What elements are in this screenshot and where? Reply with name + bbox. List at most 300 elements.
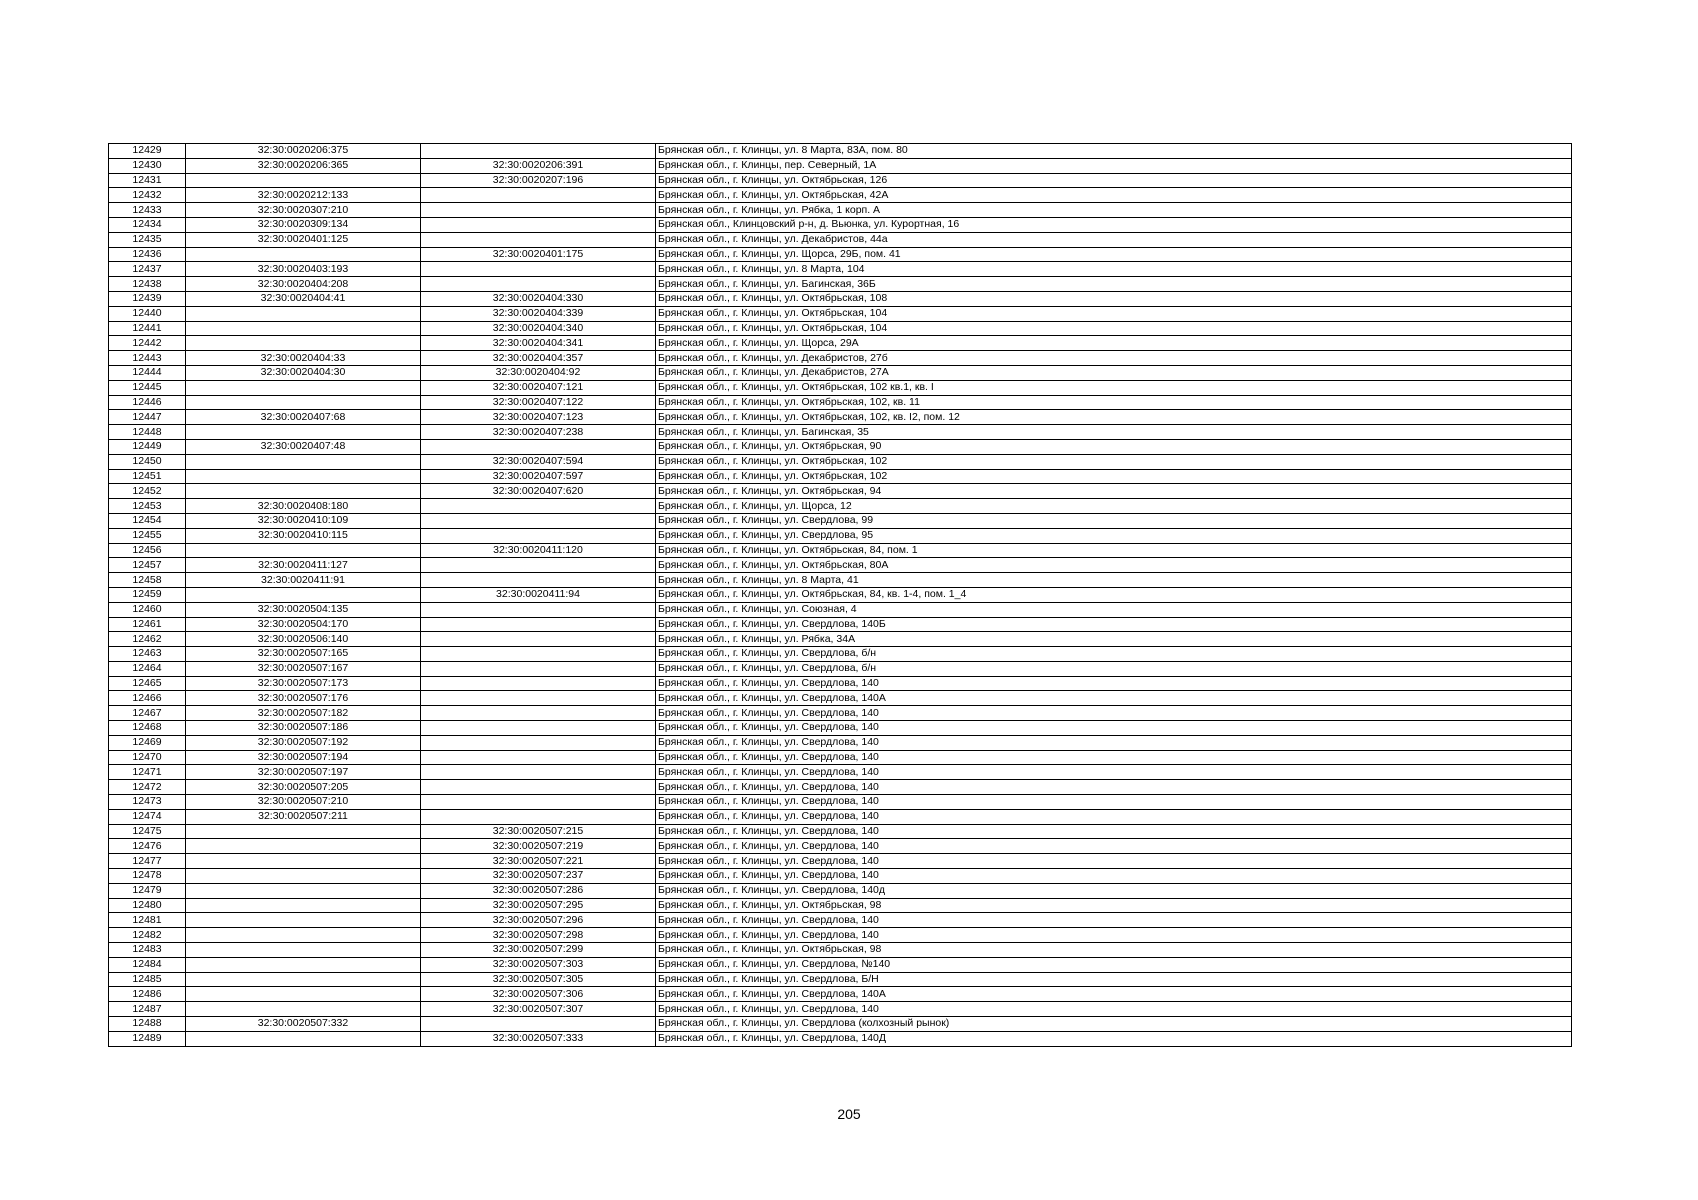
table-row bbox=[109, 987, 1572, 1002]
row-number-cell: 12484 bbox=[109, 957, 186, 972]
table-row bbox=[109, 469, 1572, 484]
address-cell: Брянская обл., г. Клинцы, ул. Рябка, 1 корп. А bbox=[656, 203, 1572, 218]
cadastral-number-cell bbox=[186, 380, 421, 395]
building-number-cell bbox=[421, 721, 656, 736]
table-row bbox=[109, 839, 1572, 854]
cadastral-number-cell: 32:30:0020507:205 bbox=[186, 780, 421, 795]
cadastral-number-cell: 32:30:0020407:48 bbox=[186, 439, 421, 454]
table-row bbox=[109, 883, 1572, 898]
building-number-cell: 32:30:0020507:295 bbox=[421, 898, 656, 913]
table-row bbox=[109, 365, 1572, 380]
building-number-cell bbox=[421, 528, 656, 543]
table-row bbox=[109, 277, 1572, 292]
cadastral-number-cell bbox=[186, 306, 421, 321]
table-body bbox=[109, 144, 1572, 1047]
address-cell: Брянская обл., г. Клинцы, ул. 8 Марта, 104 bbox=[656, 262, 1572, 277]
row-number-cell: 12471 bbox=[109, 765, 186, 780]
cadastral-number-cell bbox=[186, 321, 421, 336]
address-cell: Брянская обл., г. Клинцы, ул. Щорса, 29Б, пом. 41 bbox=[656, 247, 1572, 262]
address-cell: Брянская обл., г. Клинцы, ул. Багинская, 36Б bbox=[656, 277, 1572, 292]
row-number-cell: 12473 bbox=[109, 795, 186, 810]
table-row bbox=[109, 499, 1572, 514]
address-cell: Брянская обл., г. Клинцы, ул. Декабристов, 27А bbox=[656, 365, 1572, 380]
cadastral-number-cell: 32:30:0020404:208 bbox=[186, 277, 421, 292]
table-row bbox=[109, 543, 1572, 558]
building-number-cell: 32:30:0020507:296 bbox=[421, 913, 656, 928]
table-row bbox=[109, 217, 1572, 232]
cadastral-number-cell: 32:30:0020507:186 bbox=[186, 721, 421, 736]
address-cell: Брянская обл., г. Клинцы, ул. Свердлова (колхозный рынок) bbox=[656, 1017, 1572, 1032]
address-cell: Брянская обл., г. Клинцы, ул. Свердлова, №140 bbox=[656, 957, 1572, 972]
address-cell: Брянская обл., г. Клинцы, ул. Октябрьская, 84, кв. 1-4, пом. 1_4 bbox=[656, 587, 1572, 602]
address-cell: Брянская обл., г. Клинцы, ул. Свердлова, 140 bbox=[656, 824, 1572, 839]
table-row bbox=[109, 972, 1572, 987]
building-number-cell: 32:30:0020404:340 bbox=[421, 321, 656, 336]
table-row bbox=[109, 410, 1572, 425]
building-number-cell bbox=[421, 661, 656, 676]
cadastral-number-cell: 32:30:0020410:115 bbox=[186, 528, 421, 543]
table-row bbox=[109, 617, 1572, 632]
building-number-cell bbox=[421, 706, 656, 721]
cadastral-number-cell: 32:30:0020212:133 bbox=[186, 188, 421, 203]
row-number-cell: 12475 bbox=[109, 824, 186, 839]
address-cell: Брянская обл., г. Клинцы, ул. Октябрьская, 102 bbox=[656, 454, 1572, 469]
building-number-cell bbox=[421, 676, 656, 691]
building-number-cell: 32:30:0020407:238 bbox=[421, 425, 656, 440]
address-cell: Брянская обл., г. Клинцы, ул. Багинская, 35 bbox=[656, 425, 1572, 440]
address-cell: Брянская обл., г. Клинцы, ул. Свердлова, 99 bbox=[656, 513, 1572, 528]
cadastral-number-cell bbox=[186, 1031, 421, 1046]
building-number-cell bbox=[421, 277, 656, 292]
row-number-cell: 12464 bbox=[109, 661, 186, 676]
building-number-cell: 32:30:0020207:196 bbox=[421, 173, 656, 188]
building-number-cell: 32:30:0020411:94 bbox=[421, 587, 656, 602]
building-number-cell bbox=[421, 232, 656, 247]
table-row bbox=[109, 454, 1572, 469]
building-number-cell: 32:30:0020407:122 bbox=[421, 395, 656, 410]
cadastral-number-cell bbox=[186, 587, 421, 602]
table-row bbox=[109, 587, 1572, 602]
building-number-cell: 32:30:0020404:341 bbox=[421, 336, 656, 351]
address-cell: Брянская обл., г. Клинцы, ул. Декабристов, 27б bbox=[656, 351, 1572, 366]
building-number-cell: 32:30:0020507:306 bbox=[421, 987, 656, 1002]
cadastral-number-cell bbox=[186, 928, 421, 943]
row-number-cell: 12461 bbox=[109, 617, 186, 632]
building-number-cell bbox=[421, 499, 656, 514]
address-cell: Брянская обл., г. Клинцы, ул. Свердлова, б/н bbox=[656, 661, 1572, 676]
building-number-cell bbox=[421, 602, 656, 617]
table-row bbox=[109, 691, 1572, 706]
address-cell: Брянская обл., г. Клинцы, ул. Октябрьская, 102 кв.1, кв. I bbox=[656, 380, 1572, 395]
table-row bbox=[109, 647, 1572, 662]
cadastral-number-cell: 32:30:0020206:365 bbox=[186, 158, 421, 173]
cadastral-number-cell bbox=[186, 824, 421, 839]
table-row bbox=[109, 943, 1572, 958]
row-number-cell: 12480 bbox=[109, 898, 186, 913]
table-row bbox=[109, 1031, 1572, 1046]
address-cell: Брянская обл., г. Клинцы, ул. Свердлова, 140А bbox=[656, 987, 1572, 1002]
row-number-cell: 12486 bbox=[109, 987, 186, 1002]
building-number-cell bbox=[421, 513, 656, 528]
building-number-cell bbox=[421, 203, 656, 218]
cadastral-number-cell: 32:30:0020507:332 bbox=[186, 1017, 421, 1032]
cadastral-number-cell bbox=[186, 839, 421, 854]
building-number-cell: 32:30:0020407:620 bbox=[421, 484, 656, 499]
address-cell: Брянская обл., г. Клинцы, ул. Октябрьская, 102, кв. 11 bbox=[656, 395, 1572, 410]
cadastral-number-cell: 32:30:0020504:170 bbox=[186, 617, 421, 632]
address-cell: Брянская обл., г. Клинцы, ул. 8 Марта, 83А, пом. 80 bbox=[656, 144, 1572, 159]
building-number-cell bbox=[421, 632, 656, 647]
address-cell: Брянская обл., г. Клинцы, ул. Щорса, 12 bbox=[656, 499, 1572, 514]
address-cell: Брянская обл., г. Клинцы, ул. Октябрьская, 90 bbox=[656, 439, 1572, 454]
cadastral-number-cell bbox=[186, 1002, 421, 1017]
address-cell: Брянская обл., г. Клинцы, ул. Октябрьская, 84, пом. 1 bbox=[656, 543, 1572, 558]
cadastral-number-cell: 32:30:0020411:91 bbox=[186, 573, 421, 588]
address-cell: Брянская обл., г. Клинцы, ул. Октябрьская, 80А bbox=[656, 558, 1572, 573]
building-number-cell: 32:30:0020507:219 bbox=[421, 839, 656, 854]
row-number-cell: 12456 bbox=[109, 543, 186, 558]
table-row bbox=[109, 425, 1572, 440]
building-number-cell bbox=[421, 691, 656, 706]
address-cell: Брянская обл., г. Клинцы, ул. Свердлова, 140 bbox=[656, 735, 1572, 750]
table-row bbox=[109, 957, 1572, 972]
building-number-cell: 32:30:0020401:175 bbox=[421, 247, 656, 262]
cadastral-number-cell: 32:30:0020401:125 bbox=[186, 232, 421, 247]
row-number-cell: 12446 bbox=[109, 395, 186, 410]
cadastral-number-cell: 32:30:0020507:210 bbox=[186, 795, 421, 810]
building-number-cell bbox=[421, 617, 656, 632]
table-row bbox=[109, 203, 1572, 218]
building-number-cell bbox=[421, 780, 656, 795]
building-number-cell: 32:30:0020507:307 bbox=[421, 1002, 656, 1017]
address-cell: Брянская обл., г. Клинцы, ул. Свердлова, 140 bbox=[656, 1002, 1572, 1017]
building-number-cell: 32:30:0020507:305 bbox=[421, 972, 656, 987]
cadastral-number-cell: 32:30:0020411:127 bbox=[186, 558, 421, 573]
cadastral-number-cell: 32:30:0020507:167 bbox=[186, 661, 421, 676]
row-number-cell: 12457 bbox=[109, 558, 186, 573]
cadastral-number-cell: 32:30:0020403:193 bbox=[186, 262, 421, 277]
building-number-cell: 32:30:0020507:215 bbox=[421, 824, 656, 839]
building-number-cell bbox=[421, 765, 656, 780]
cadastral-number-cell: 32:30:0020507:173 bbox=[186, 676, 421, 691]
address-cell: Брянская обл., г. Клинцы, ул. Октябрьская, 102, кв. I2, пом. 12 bbox=[656, 410, 1572, 425]
row-number-cell: 12433 bbox=[109, 203, 186, 218]
row-number-cell: 12441 bbox=[109, 321, 186, 336]
cadastral-number-cell bbox=[186, 987, 421, 1002]
table-row bbox=[109, 262, 1572, 277]
address-cell: Брянская обл., г. Клинцы, ул. Октябрьская, 104 bbox=[656, 306, 1572, 321]
row-number-cell: 12440 bbox=[109, 306, 186, 321]
address-cell: Брянская обл., г. Клинцы, ул. Свердлова, б/н bbox=[656, 647, 1572, 662]
building-number-cell: 32:30:0020507:298 bbox=[421, 928, 656, 943]
building-number-cell: 32:30:0020404:339 bbox=[421, 306, 656, 321]
cadastral-number-cell bbox=[186, 469, 421, 484]
row-number-cell: 12482 bbox=[109, 928, 186, 943]
cadastral-number-cell: 32:30:0020408:180 bbox=[186, 499, 421, 514]
table-row bbox=[109, 661, 1572, 676]
building-number-cell bbox=[421, 558, 656, 573]
cadastral-number-cell: 32:30:0020507:165 bbox=[186, 647, 421, 662]
building-number-cell bbox=[421, 735, 656, 750]
address-cell: Брянская обл., г. Клинцы, ул. Свердлова, 140 bbox=[656, 854, 1572, 869]
address-cell: Брянская обл., г. Клинцы, ул. Союзная, 4 bbox=[656, 602, 1572, 617]
row-number-cell: 12488 bbox=[109, 1017, 186, 1032]
row-number-cell: 12485 bbox=[109, 972, 186, 987]
address-cell: Брянская обл., г. Клинцы, ул. Октябрьская, 42А bbox=[656, 188, 1572, 203]
building-number-cell bbox=[421, 795, 656, 810]
table-row bbox=[109, 780, 1572, 795]
row-number-cell: 12483 bbox=[109, 943, 186, 958]
table-row bbox=[109, 706, 1572, 721]
row-number-cell: 12451 bbox=[109, 469, 186, 484]
row-number-cell: 12469 bbox=[109, 735, 186, 750]
building-number-cell: 32:30:0020404:330 bbox=[421, 291, 656, 306]
table-row bbox=[109, 306, 1572, 321]
cadastral-number-cell bbox=[186, 395, 421, 410]
row-number-cell: 12438 bbox=[109, 277, 186, 292]
row-number-cell: 12463 bbox=[109, 647, 186, 662]
row-number-cell: 12481 bbox=[109, 913, 186, 928]
row-number-cell: 12462 bbox=[109, 632, 186, 647]
address-cell: Брянская обл., г. Клинцы, ул. Свердлова, 140 bbox=[656, 869, 1572, 884]
cadastral-number-cell bbox=[186, 913, 421, 928]
cadastral-number-cell bbox=[186, 484, 421, 499]
address-cell: Брянская обл., г. Клинцы, ул. Свердлова, 140 bbox=[656, 750, 1572, 765]
building-number-cell bbox=[421, 217, 656, 232]
row-number-cell: 12470 bbox=[109, 750, 186, 765]
row-number-cell: 12466 bbox=[109, 691, 186, 706]
cadastral-number-cell bbox=[186, 869, 421, 884]
cadastral-number-cell: 32:30:0020507:176 bbox=[186, 691, 421, 706]
row-number-cell: 12472 bbox=[109, 780, 186, 795]
building-number-cell: 32:30:0020507:237 bbox=[421, 869, 656, 884]
row-number-cell: 12465 bbox=[109, 676, 186, 691]
cadastral-number-cell bbox=[186, 543, 421, 558]
row-number-cell: 12430 bbox=[109, 158, 186, 173]
row-number-cell: 12460 bbox=[109, 602, 186, 617]
row-number-cell: 12458 bbox=[109, 573, 186, 588]
row-number-cell: 12436 bbox=[109, 247, 186, 262]
address-cell: Брянская обл., г. Клинцы, ул. Октябрьская, 98 bbox=[656, 898, 1572, 913]
row-number-cell: 12455 bbox=[109, 528, 186, 543]
address-cell: Брянская обл., Клинцовский р-н, д. Вьюнка, ул. Курортная, 16 bbox=[656, 217, 1572, 232]
building-number-cell: 32:30:0020507:303 bbox=[421, 957, 656, 972]
cadastral-number-cell: 32:30:0020309:134 bbox=[186, 217, 421, 232]
building-number-cell: 32:30:0020206:391 bbox=[421, 158, 656, 173]
table-row bbox=[109, 898, 1572, 913]
row-number-cell: 12487 bbox=[109, 1002, 186, 1017]
address-cell: Брянская обл., г. Клинцы, ул. Октябрьская, 102 bbox=[656, 469, 1572, 484]
cadastral-number-cell bbox=[186, 454, 421, 469]
row-number-cell: 12474 bbox=[109, 809, 186, 824]
table-row bbox=[109, 1002, 1572, 1017]
row-number-cell: 12453 bbox=[109, 499, 186, 514]
table-row bbox=[109, 247, 1572, 262]
cadastral-number-cell bbox=[186, 883, 421, 898]
cadastral-table bbox=[108, 143, 1572, 1047]
table-row bbox=[109, 173, 1572, 188]
building-number-cell: 32:30:0020407:123 bbox=[421, 410, 656, 425]
table-row bbox=[109, 928, 1572, 943]
cadastral-number-cell bbox=[186, 425, 421, 440]
row-number-cell: 12468 bbox=[109, 721, 186, 736]
row-number-cell: 12429 bbox=[109, 144, 186, 159]
building-number-cell: 32:30:0020507:333 bbox=[421, 1031, 656, 1046]
table-row bbox=[109, 765, 1572, 780]
table-row bbox=[109, 291, 1572, 306]
cadastral-number-cell bbox=[186, 854, 421, 869]
building-number-cell bbox=[421, 647, 656, 662]
building-number-cell: 32:30:0020411:120 bbox=[421, 543, 656, 558]
row-number-cell: 12437 bbox=[109, 262, 186, 277]
cadastral-number-cell: 32:30:0020404:30 bbox=[186, 365, 421, 380]
address-cell: Брянская обл., г. Клинцы, ул. Свердлова, 140 bbox=[656, 809, 1572, 824]
row-number-cell: 12454 bbox=[109, 513, 186, 528]
address-cell: Брянская обл., г. Клинцы, ул. Свердлова, 140д bbox=[656, 883, 1572, 898]
table-row bbox=[109, 380, 1572, 395]
address-cell: Брянская обл., г. Клинцы, ул. Свердлова, 95 bbox=[656, 528, 1572, 543]
building-number-cell bbox=[421, 262, 656, 277]
row-number-cell: 12448 bbox=[109, 425, 186, 440]
cadastral-number-cell: 32:30:0020507:182 bbox=[186, 706, 421, 721]
address-cell: Брянская обл., г. Клинцы, ул. 8 Марта, 41 bbox=[656, 573, 1572, 588]
address-cell: Брянская обл., г. Клинцы, ул. Свердлова, 140 bbox=[656, 721, 1572, 736]
address-cell: Брянская обл., г. Клинцы, ул. Свердлова, 140 bbox=[656, 706, 1572, 721]
building-number-cell: 32:30:0020407:594 bbox=[421, 454, 656, 469]
address-cell: Брянская обл., г. Клинцы, ул. Свердлова, 140 bbox=[656, 676, 1572, 691]
building-number-cell bbox=[421, 1017, 656, 1032]
table-row bbox=[109, 232, 1572, 247]
table-row bbox=[109, 602, 1572, 617]
address-cell: Брянская обл., г. Клинцы, ул. Свердлова, 140 bbox=[656, 913, 1572, 928]
table-row bbox=[109, 869, 1572, 884]
row-number-cell: 12478 bbox=[109, 869, 186, 884]
table-row bbox=[109, 558, 1572, 573]
row-number-cell: 12443 bbox=[109, 351, 186, 366]
table-row bbox=[109, 395, 1572, 410]
row-number-cell: 12467 bbox=[109, 706, 186, 721]
table-row bbox=[109, 824, 1572, 839]
row-number-cell: 12476 bbox=[109, 839, 186, 854]
row-number-cell: 12442 bbox=[109, 336, 186, 351]
row-number-cell: 12449 bbox=[109, 439, 186, 454]
row-number-cell: 12477 bbox=[109, 854, 186, 869]
row-number-cell: 12431 bbox=[109, 173, 186, 188]
cadastral-number-cell: 32:30:0020507:194 bbox=[186, 750, 421, 765]
cadastral-number-cell bbox=[186, 943, 421, 958]
building-number-cell bbox=[421, 750, 656, 765]
cadastral-number-cell bbox=[186, 336, 421, 351]
address-cell: Брянская обл., г. Клинцы, ул. Свердлова, 140Б bbox=[656, 617, 1572, 632]
table-row bbox=[109, 809, 1572, 824]
cadastral-number-cell: 32:30:0020410:109 bbox=[186, 513, 421, 528]
cadastral-number-cell: 32:30:0020404:33 bbox=[186, 351, 421, 366]
building-number-cell bbox=[421, 573, 656, 588]
row-number-cell: 12447 bbox=[109, 410, 186, 425]
cadastral-number-cell: 32:30:0020507:197 bbox=[186, 765, 421, 780]
table-row bbox=[109, 351, 1572, 366]
address-cell: Брянская обл., г. Клинцы, ул. Свердлова, 140А bbox=[656, 691, 1572, 706]
table-row bbox=[109, 573, 1572, 588]
address-cell: Брянская обл., г. Клинцы, ул. Октябрьская, 126 bbox=[656, 173, 1572, 188]
row-number-cell: 12444 bbox=[109, 365, 186, 380]
cadastral-number-cell bbox=[186, 957, 421, 972]
table-row bbox=[109, 1017, 1572, 1032]
building-number-cell: 32:30:0020507:299 bbox=[421, 943, 656, 958]
cadastral-number-cell: 32:30:0020307:210 bbox=[186, 203, 421, 218]
row-number-cell: 12450 bbox=[109, 454, 186, 469]
row-number-cell: 12489 bbox=[109, 1031, 186, 1046]
table-row bbox=[109, 321, 1572, 336]
cadastral-number-cell: 32:30:0020404:41 bbox=[186, 291, 421, 306]
cadastral-number-cell bbox=[186, 898, 421, 913]
building-number-cell bbox=[421, 439, 656, 454]
address-cell: Брянская обл., г. Клинцы, ул. Свердлова, 140 bbox=[656, 795, 1572, 810]
table-row bbox=[109, 735, 1572, 750]
address-cell: Брянская обл., г. Клинцы, ул. Декабристов, 44а bbox=[656, 232, 1572, 247]
row-number-cell: 12439 bbox=[109, 291, 186, 306]
row-number-cell: 12452 bbox=[109, 484, 186, 499]
building-number-cell: 32:30:0020507:221 bbox=[421, 854, 656, 869]
cadastral-number-cell bbox=[186, 173, 421, 188]
table-row bbox=[109, 188, 1572, 203]
cadastral-number-cell: 32:30:0020407:68 bbox=[186, 410, 421, 425]
address-cell: Брянская обл., г. Клинцы, ул. Рябка, 34А bbox=[656, 632, 1572, 647]
address-cell: Брянская обл., г. Клинцы, пер. Северный, 1А bbox=[656, 158, 1572, 173]
row-number-cell: 12445 bbox=[109, 380, 186, 395]
address-cell: Брянская обл., г. Клинцы, ул. Свердлова, 140Д bbox=[656, 1031, 1572, 1046]
table-row bbox=[109, 336, 1572, 351]
cadastral-number-cell: 32:30:0020506:140 bbox=[186, 632, 421, 647]
address-cell: Брянская обл., г. Клинцы, ул. Октябрьская, 104 bbox=[656, 321, 1572, 336]
building-number-cell: 32:30:0020404:357 bbox=[421, 351, 656, 366]
cadastral-number-cell bbox=[186, 972, 421, 987]
table-row bbox=[109, 721, 1572, 736]
row-number-cell: 12479 bbox=[109, 883, 186, 898]
building-number-cell bbox=[421, 188, 656, 203]
address-cell: Брянская обл., г. Клинцы, ул. Свердлова, 140 bbox=[656, 765, 1572, 780]
address-cell: Брянская обл., г. Клинцы, ул. Свердлова, 140 bbox=[656, 928, 1572, 943]
table-row bbox=[109, 513, 1572, 528]
cadastral-number-cell: 32:30:0020507:192 bbox=[186, 735, 421, 750]
table-row bbox=[109, 795, 1572, 810]
table-row bbox=[109, 439, 1572, 454]
address-cell: Брянская обл., г. Клинцы, ул. Щорса, 29А bbox=[656, 336, 1572, 351]
address-cell: Брянская обл., г. Клинцы, ул. Октябрьская, 94 bbox=[656, 484, 1572, 499]
building-number-cell bbox=[421, 809, 656, 824]
table-row bbox=[109, 676, 1572, 691]
address-cell: Брянская обл., г. Клинцы, ул. Октябрьская, 98 bbox=[656, 943, 1572, 958]
table-row bbox=[109, 158, 1572, 173]
address-cell: Брянская обл., г. Клинцы, ул. Свердлова, Б/Н bbox=[656, 972, 1572, 987]
table-row bbox=[109, 854, 1572, 869]
building-number-cell bbox=[421, 144, 656, 159]
table-row bbox=[109, 913, 1572, 928]
address-cell: Брянская обл., г. Клинцы, ул. Свердлова, 140 bbox=[656, 839, 1572, 854]
address-cell: Брянская обл., г. Клинцы, ул. Свердлова, 140 bbox=[656, 780, 1572, 795]
address-cell: Брянская обл., г. Клинцы, ул. Октябрьская, 108 bbox=[656, 291, 1572, 306]
cadastral-number-cell: 32:30:0020507:211 bbox=[186, 809, 421, 824]
building-number-cell: 32:30:0020407:597 bbox=[421, 469, 656, 484]
building-number-cell: 32:30:0020507:286 bbox=[421, 883, 656, 898]
page-number: 205 bbox=[837, 1106, 861, 1122]
building-number-cell: 32:30:0020407:121 bbox=[421, 380, 656, 395]
row-number-cell: 12435 bbox=[109, 232, 186, 247]
building-number-cell: 32:30:0020404:92 bbox=[421, 365, 656, 380]
row-number-cell: 12434 bbox=[109, 217, 186, 232]
table-row bbox=[109, 484, 1572, 499]
cadastral-number-cell: 32:30:0020206:375 bbox=[186, 144, 421, 159]
